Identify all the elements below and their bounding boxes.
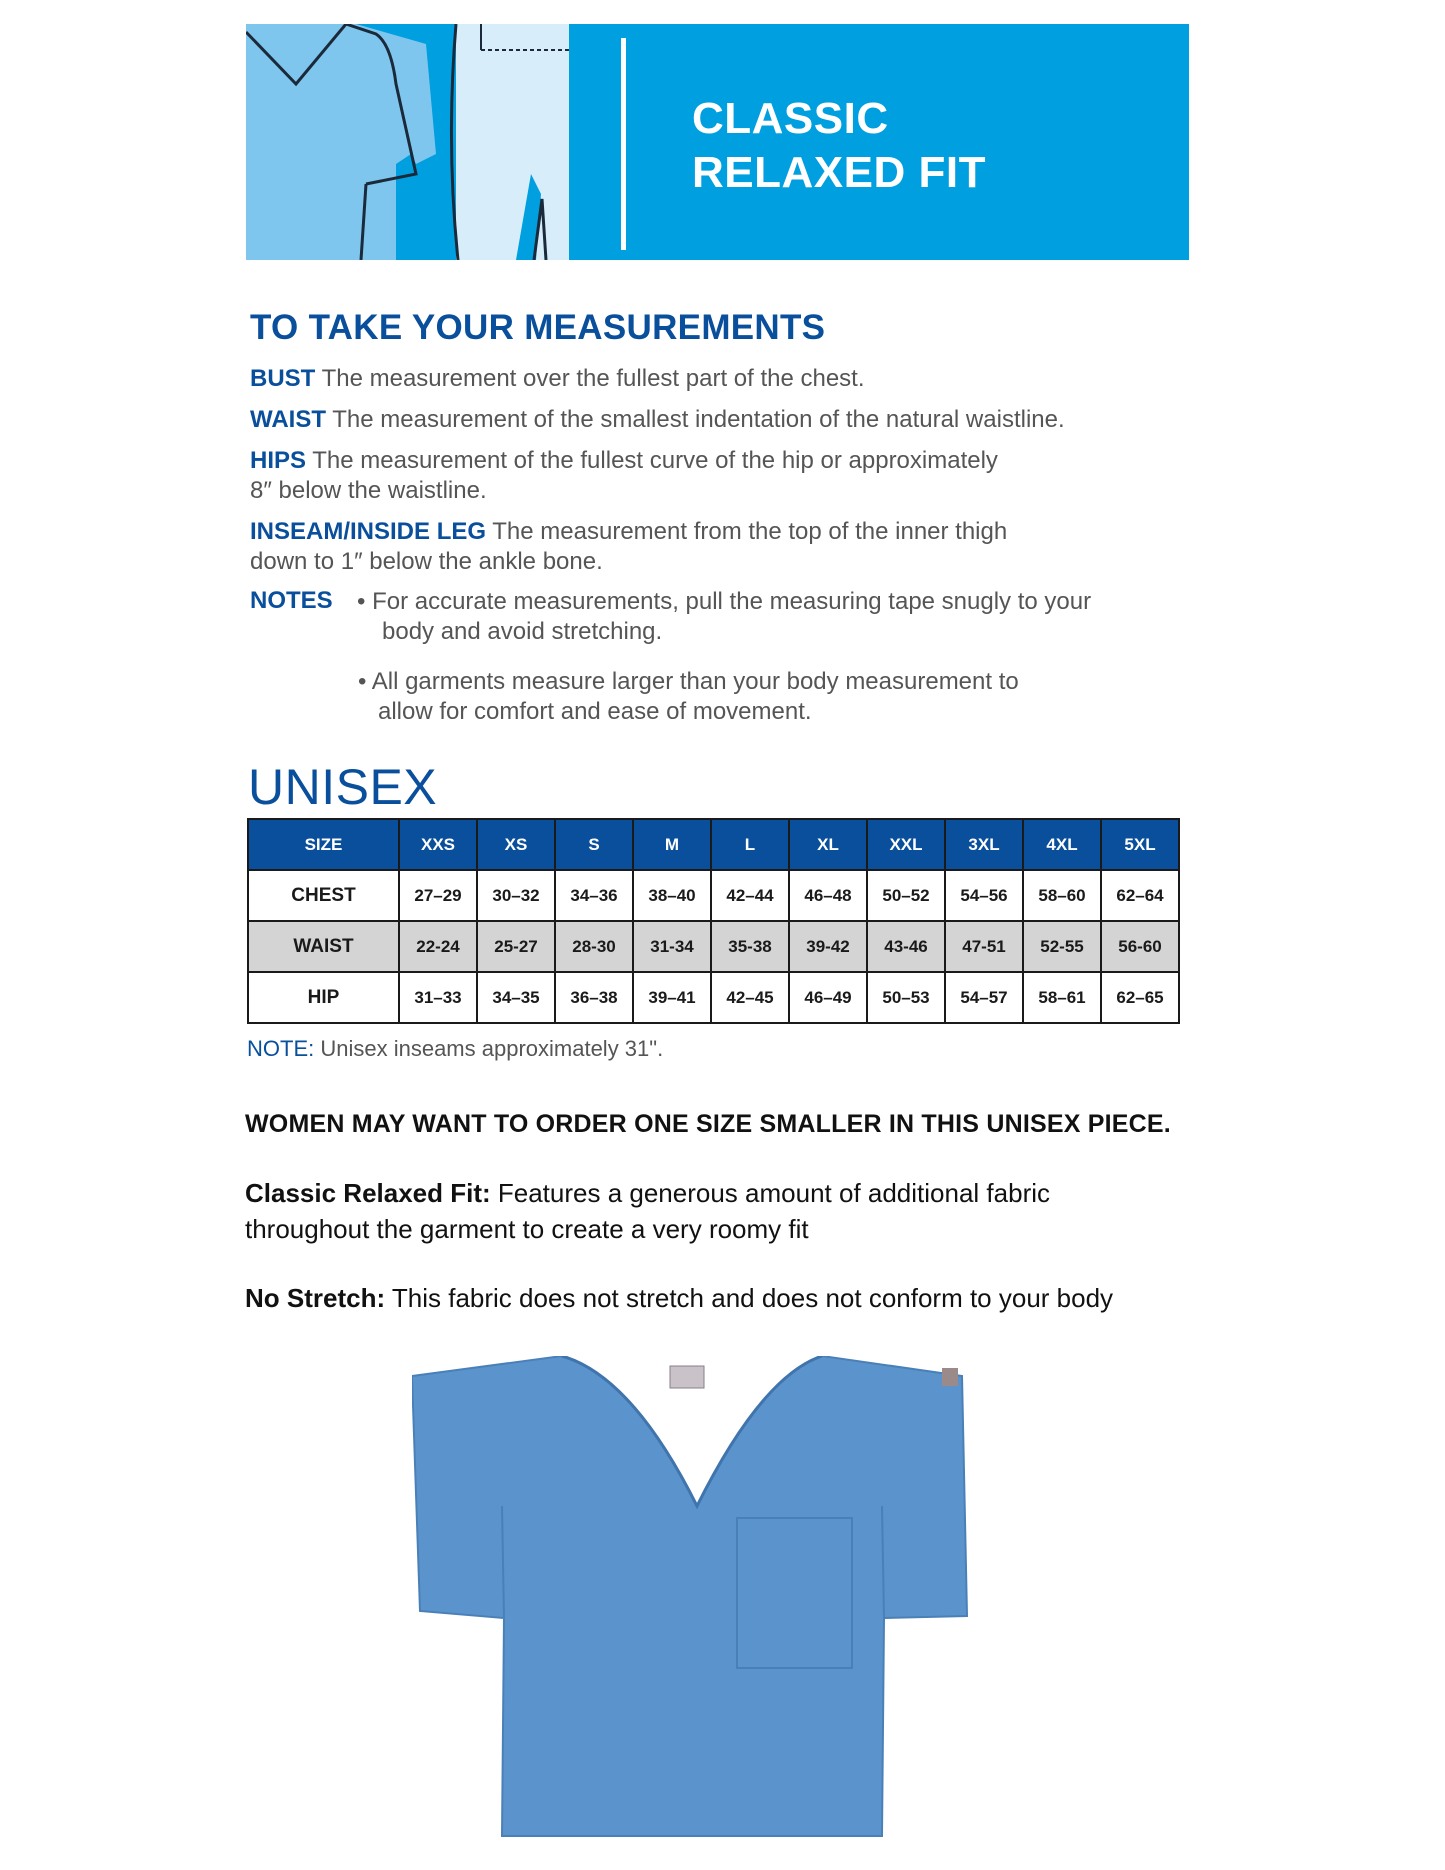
- table-cell: 27–29: [399, 870, 477, 921]
- table-cell: 50–52: [867, 870, 945, 921]
- table-cell: 47-51: [945, 921, 1023, 972]
- table-cell: 54–57: [945, 972, 1023, 1023]
- size-header-cell: XXS: [399, 819, 477, 870]
- banner-title-line-1: CLASSIC: [692, 94, 889, 143]
- chest-row: [248, 870, 1179, 921]
- inseam-definition: [250, 517, 1007, 547]
- table-cell: 58–60: [1023, 870, 1101, 921]
- fit-label: Classic Relaxed Fit:: [245, 1178, 491, 1208]
- row-label: CHEST: [248, 870, 399, 921]
- table-cell: 28-30: [555, 921, 633, 972]
- note-1-line-1: • For accurate measurements, pull the measuring tape snugly to your: [357, 588, 1092, 615]
- scrub-top-product-image: [412, 1356, 982, 1846]
- size-header-cell: S: [555, 819, 633, 870]
- size-header-cell: 3XL: [945, 819, 1023, 870]
- waist-text: The measurement of the smallest indentation of the natural waistline.: [326, 406, 1065, 433]
- stretch-description: [245, 1280, 1113, 1316]
- table-cell: 30–32: [477, 870, 555, 921]
- size-header-cell: 4XL: [1023, 819, 1101, 870]
- size-header-row: [248, 819, 1179, 870]
- size-header-cell: XS: [477, 819, 555, 870]
- row-label: HIP: [248, 972, 399, 1023]
- inseam-text: The measurement from the top of the inner thigh: [486, 518, 1008, 545]
- note-2-line-2: allow for comfort and ease of movement.: [378, 698, 812, 725]
- size-header-cell: L: [711, 819, 789, 870]
- stretch-text: This fabric does not stretch and does not conform to your body: [385, 1283, 1114, 1313]
- table-cell: 39-42: [789, 921, 867, 972]
- table-cell: 36–38: [555, 972, 633, 1023]
- table-cell: 43-46: [867, 921, 945, 972]
- table-cell: 62–65: [1101, 972, 1179, 1023]
- inseam-definition-line-2: down to 1″ below the ankle bone.: [250, 548, 603, 575]
- table-cell: 35-38: [711, 921, 789, 972]
- fit-text-line-2: throughout the garment to create a very roomy fit: [245, 1214, 809, 1244]
- notes-term: NOTES: [250, 587, 333, 614]
- table-cell: 42–44: [711, 870, 789, 921]
- banner-title-line-2: RELAXED FIT: [692, 148, 986, 197]
- table-cell: 56-60: [1101, 921, 1179, 972]
- fit-banner: [246, 24, 1189, 260]
- bust-text: The measurement over the fullest part of the chest.: [315, 365, 865, 392]
- sizing-warning: WOMEN MAY WANT TO ORDER ONE SIZE SMALLER IN THIS UNISEX PIECE.: [245, 1110, 1171, 1138]
- unisex-title: UNISEX: [248, 759, 438, 815]
- note-1-line-2: body and avoid stretching.: [382, 618, 663, 645]
- hips-term: HIPS: [250, 447, 307, 474]
- hips-text: The measurement of the fullest curve of the hip or approximately: [306, 447, 998, 474]
- waist-definition: [250, 405, 1065, 435]
- table-cell: 62–64: [1101, 870, 1179, 921]
- size-header-cell: 5XL: [1101, 819, 1179, 870]
- table-cell: 42–45: [711, 972, 789, 1023]
- measurements-heading: TO TAKE YOUR MEASUREMENTS: [250, 308, 826, 347]
- hips-definition: [250, 446, 998, 476]
- waist-row: [248, 921, 1179, 972]
- table-cell: 39–41: [633, 972, 711, 1023]
- table-cell: 34–35: [477, 972, 555, 1023]
- table-cell: 52-55: [1023, 921, 1101, 972]
- unisex-size-table: [247, 818, 1180, 1024]
- size-header-cell: M: [633, 819, 711, 870]
- table-cell: 25-27: [477, 921, 555, 972]
- stretch-label: No Stretch:: [245, 1283, 386, 1313]
- size-header-cell: XXL: [867, 819, 945, 870]
- waist-term: WAIST: [250, 406, 326, 433]
- table-cell: 54–56: [945, 870, 1023, 921]
- row-label: WAIST: [248, 921, 399, 972]
- bust-term: BUST: [250, 365, 316, 392]
- fit-description: [245, 1175, 1050, 1247]
- hips-definition-line-2: 8″ below the waistline.: [250, 477, 487, 504]
- table-cell: 31-34: [633, 921, 711, 972]
- size-header-label: SIZE: [248, 819, 399, 870]
- table-cell: 38–40: [633, 870, 711, 921]
- table-cell: 46–48: [789, 870, 867, 921]
- banner-divider: [621, 38, 626, 250]
- table-cell: 50–53: [867, 972, 945, 1023]
- fit-text-line-1: Features a generous amount of additional fabric: [490, 1178, 1050, 1208]
- table-cell: 46–49: [789, 972, 867, 1023]
- scrubs-outline-illustration: [246, 24, 569, 260]
- inseam-term: INSEAM/INSIDE LEG: [250, 518, 487, 545]
- inseam-note: [247, 1036, 663, 1062]
- table-cell: 34–36: [555, 870, 633, 921]
- bust-definition: [250, 364, 865, 394]
- inseam-note-label: NOTE:: [247, 1036, 315, 1061]
- banner-title: [692, 92, 986, 200]
- table-cell: 31–33: [399, 972, 477, 1023]
- table-cell: 22-24: [399, 921, 477, 972]
- table-cell: 58–61: [1023, 972, 1101, 1023]
- size-header-cell: XL: [789, 819, 867, 870]
- hip-row: [248, 972, 1179, 1023]
- inseam-note-text: Unisex inseams approximately 31".: [314, 1036, 664, 1061]
- note-2-line-1: • All garments measure larger than your body measurement to: [358, 668, 1019, 695]
